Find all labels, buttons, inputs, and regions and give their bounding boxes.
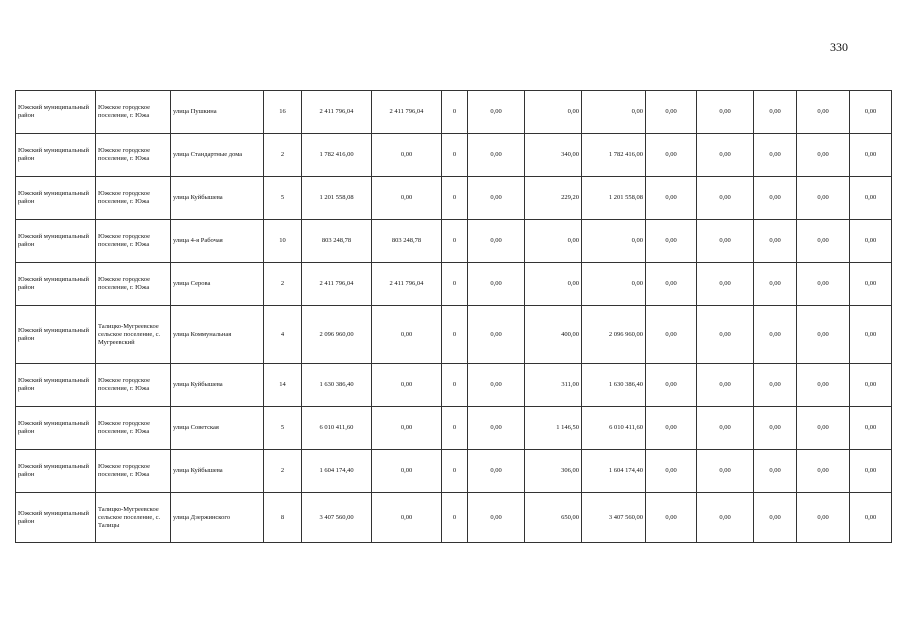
district-cell: Южский муниципальный район: [16, 306, 96, 364]
value-cell: 0,00: [582, 220, 646, 263]
settlement-cell: Южское городское поселение, г. Южа: [96, 177, 171, 220]
district-cell: Южский муниципальный район: [16, 450, 96, 493]
total-cost-cell: 2 411 796,04: [302, 263, 372, 306]
table-row: [16, 177, 892, 220]
value-cell: 1 146,50: [525, 407, 582, 450]
street-cell: улица Серова: [171, 263, 264, 306]
value-cell: 0,00: [372, 306, 442, 364]
value-cell: 0: [442, 306, 468, 364]
value-cell: 0,00: [646, 450, 697, 493]
value-cell: 0,00: [850, 306, 892, 364]
value-cell: 0,00: [754, 220, 797, 263]
value-cell: 0,00: [646, 220, 697, 263]
value-cell: 0,00: [697, 450, 754, 493]
street-cell: улица Куйбышева: [171, 177, 264, 220]
total-cost-cell: 803 248,78: [302, 220, 372, 263]
value-cell: 0,00: [468, 407, 525, 450]
total-cost-cell: 1 630 386,40: [302, 364, 372, 407]
value-cell: 0,00: [646, 364, 697, 407]
table-row: [16, 134, 892, 177]
value-cell: 0,00: [797, 220, 850, 263]
value-cell: 0,00: [646, 407, 697, 450]
house-number-cell: 14: [264, 364, 302, 407]
value-cell: 0,00: [850, 364, 892, 407]
value-cell: 0: [442, 407, 468, 450]
value-cell: 1 604 174,40: [582, 450, 646, 493]
value-cell: 2 411 796,04: [372, 263, 442, 306]
total-cost-cell: 2 411 796,04: [302, 91, 372, 134]
value-cell: 0,00: [646, 306, 697, 364]
value-cell: 0,00: [850, 263, 892, 306]
settlement-cell: Южское городское поселение, г. Южа: [96, 263, 171, 306]
table-row: [16, 220, 892, 263]
value-cell: 0,00: [850, 220, 892, 263]
value-cell: 0: [442, 450, 468, 493]
value-cell: 0,00: [754, 364, 797, 407]
value-cell: 0,00: [468, 263, 525, 306]
settlement-cell: Талицко-Мугреевское сельское поселение, с. Талицы: [96, 493, 171, 543]
district-cell: Южский муниципальный район: [16, 220, 96, 263]
value-cell: 2 411 796,04: [372, 91, 442, 134]
value-cell: 0,00: [646, 134, 697, 177]
settlement-cell: Южское городское поселение, г. Южа: [96, 220, 171, 263]
table-row: [16, 407, 892, 450]
value-cell: 0,00: [468, 306, 525, 364]
value-cell: 0,00: [468, 364, 525, 407]
value-cell: 0,00: [582, 91, 646, 134]
value-cell: 0,00: [468, 91, 525, 134]
value-cell: 0,00: [697, 306, 754, 364]
value-cell: 0: [442, 91, 468, 134]
total-cost-cell: 1 604 174,40: [302, 450, 372, 493]
total-cost-cell: 1 201 558,08: [302, 177, 372, 220]
value-cell: 0,00: [646, 263, 697, 306]
street-cell: улица Стандартные дома: [171, 134, 264, 177]
value-cell: 0,00: [468, 220, 525, 263]
value-cell: 1 782 416,00: [582, 134, 646, 177]
total-cost-cell: 2 096 960,00: [302, 306, 372, 364]
value-cell: 0,00: [468, 134, 525, 177]
value-cell: 1 630 386,40: [582, 364, 646, 407]
value-cell: 0,00: [797, 450, 850, 493]
value-cell: 0,00: [797, 177, 850, 220]
value-cell: 0,00: [468, 177, 525, 220]
value-cell: 0,00: [850, 134, 892, 177]
value-cell: 0,00: [754, 134, 797, 177]
house-number-cell: 2: [264, 263, 302, 306]
value-cell: 0,00: [754, 450, 797, 493]
value-cell: 6 010 411,60: [582, 407, 646, 450]
table-row: [16, 493, 892, 543]
value-cell: 0,00: [468, 450, 525, 493]
value-cell: 0: [442, 177, 468, 220]
value-cell: 0,00: [372, 364, 442, 407]
house-number-cell: 16: [264, 91, 302, 134]
value-cell: 803 248,78: [372, 220, 442, 263]
value-cell: 0,00: [697, 364, 754, 407]
street-cell: улица Куйбышева: [171, 364, 264, 407]
value-cell: 2 096 960,00: [582, 306, 646, 364]
street-cell: улица Дзержинского: [171, 493, 264, 543]
house-number-cell: 4: [264, 306, 302, 364]
street-cell: улица 4-я Рабочая: [171, 220, 264, 263]
value-cell: 0,00: [697, 220, 754, 263]
value-cell: 0,00: [754, 177, 797, 220]
total-cost-cell: 6 010 411,60: [302, 407, 372, 450]
house-number-cell: 5: [264, 407, 302, 450]
value-cell: 229,20: [525, 177, 582, 220]
housing-repair-table: [15, 90, 892, 543]
value-cell: 0,00: [754, 263, 797, 306]
value-cell: 400,00: [525, 306, 582, 364]
settlement-cell: Талицко-Мугреевское сельское поселение, с. Мугреевский: [96, 306, 171, 364]
value-cell: 0: [442, 263, 468, 306]
value-cell: 0,00: [697, 134, 754, 177]
value-cell: 0,00: [646, 91, 697, 134]
district-cell: Южский муниципальный район: [16, 91, 96, 134]
district-cell: Южский муниципальный район: [16, 493, 96, 543]
district-cell: Южский муниципальный район: [16, 364, 96, 407]
value-cell: 311,00: [525, 364, 582, 407]
value-cell: 0,00: [646, 493, 697, 543]
value-cell: 0,00: [850, 177, 892, 220]
value-cell: 3 407 560,00: [582, 493, 646, 543]
district-cell: Южский муниципальный район: [16, 263, 96, 306]
value-cell: 1 201 558,08: [582, 177, 646, 220]
value-cell: 0,00: [797, 493, 850, 543]
table-body: [16, 91, 892, 543]
value-cell: 0,00: [754, 91, 797, 134]
value-cell: 0,00: [797, 407, 850, 450]
value-cell: 0,00: [582, 263, 646, 306]
district-cell: Южский муниципальный район: [16, 177, 96, 220]
house-number-cell: 8: [264, 493, 302, 543]
settlement-cell: Южское городское поселение, г. Южа: [96, 450, 171, 493]
value-cell: 0,00: [525, 220, 582, 263]
value-cell: 0,00: [525, 91, 582, 134]
value-cell: 0,00: [754, 407, 797, 450]
value-cell: 0: [442, 220, 468, 263]
total-cost-cell: 3 407 560,00: [302, 493, 372, 543]
page-number: 330: [830, 40, 848, 54]
value-cell: 0,00: [754, 306, 797, 364]
value-cell: 0,00: [468, 493, 525, 543]
value-cell: 0: [442, 364, 468, 407]
value-cell: 0,00: [372, 493, 442, 543]
value-cell: 0,00: [754, 493, 797, 543]
value-cell: 0,00: [797, 364, 850, 407]
value-cell: 0: [442, 493, 468, 543]
settlement-cell: Южское городское поселение, г. Южа: [96, 134, 171, 177]
value-cell: 0,00: [850, 493, 892, 543]
value-cell: 0,00: [525, 263, 582, 306]
settlement-cell: Южское городское поселение, г. Южа: [96, 407, 171, 450]
value-cell: 0,00: [372, 134, 442, 177]
value-cell: 0,00: [372, 407, 442, 450]
house-number-cell: 5: [264, 177, 302, 220]
total-cost-cell: 1 782 416,00: [302, 134, 372, 177]
value-cell: 0,00: [850, 91, 892, 134]
value-cell: 0,00: [646, 177, 697, 220]
house-number-cell: 2: [264, 134, 302, 177]
street-cell: улица Коммунальная: [171, 306, 264, 364]
value-cell: 0,00: [697, 493, 754, 543]
settlement-cell: Южское городское поселение, г. Южа: [96, 364, 171, 407]
table-row: [16, 450, 892, 493]
district-cell: Южский муниципальный район: [16, 134, 96, 177]
table-row: [16, 364, 892, 407]
table-row: [16, 306, 892, 364]
settlement-cell: Южское городское поселение, г. Южа: [96, 91, 171, 134]
street-cell: улица Куйбышева: [171, 450, 264, 493]
street-cell: улица Пушкина: [171, 91, 264, 134]
table-row: [16, 91, 892, 134]
value-cell: 0: [442, 134, 468, 177]
value-cell: 0,00: [797, 91, 850, 134]
value-cell: 0,00: [697, 91, 754, 134]
value-cell: 0,00: [697, 177, 754, 220]
value-cell: 650,00: [525, 493, 582, 543]
table-row: [16, 263, 892, 306]
value-cell: 0,00: [850, 450, 892, 493]
value-cell: 0,00: [372, 177, 442, 220]
house-number-cell: 2: [264, 450, 302, 493]
value-cell: 0,00: [850, 407, 892, 450]
value-cell: 0,00: [697, 263, 754, 306]
house-number-cell: 10: [264, 220, 302, 263]
value-cell: 0,00: [797, 263, 850, 306]
value-cell: 0,00: [797, 306, 850, 364]
value-cell: 0,00: [372, 450, 442, 493]
street-cell: улица Советская: [171, 407, 264, 450]
district-cell: Южский муниципальный район: [16, 407, 96, 450]
value-cell: 306,00: [525, 450, 582, 493]
value-cell: 0,00: [697, 407, 754, 450]
value-cell: 340,00: [525, 134, 582, 177]
value-cell: 0,00: [797, 134, 850, 177]
